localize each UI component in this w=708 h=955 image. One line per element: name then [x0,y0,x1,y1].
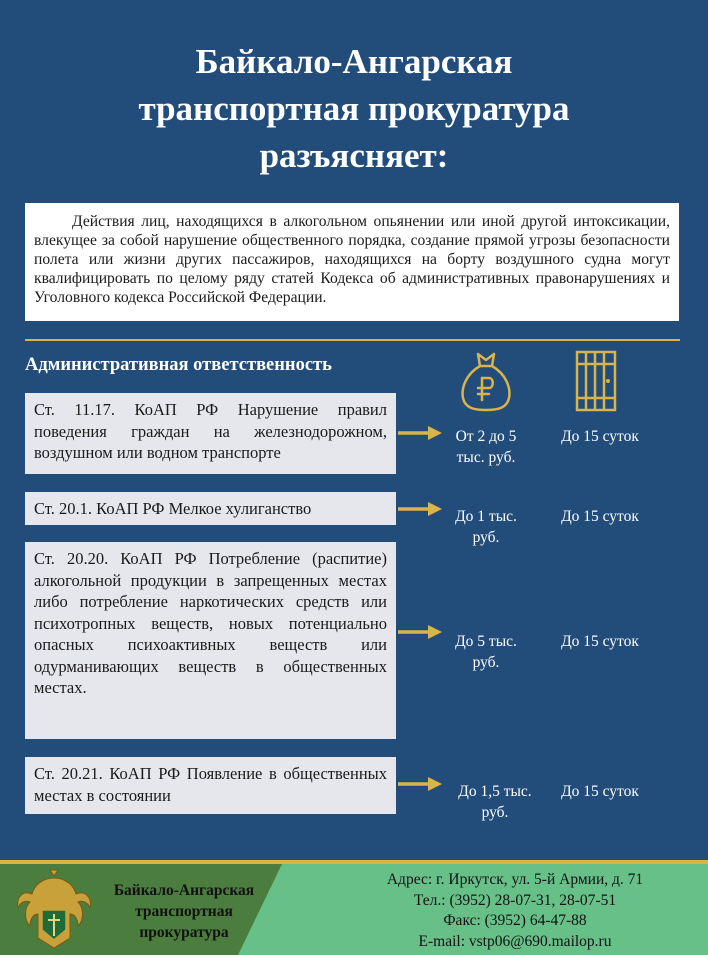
fine-value: До 5 тыс. руб. [455,633,517,671]
article-20-21: Ст. 20.21. КоАП РФ Появление в общественных местах в состоянии [25,757,396,814]
arrest-value: До 15 суток [561,428,639,445]
jail-bars-icon [575,350,617,412]
address-text: Адрес: г. Иркутск, ул. 5-й Армии, д. 71 [386,871,644,888]
page-title [0,38,708,179]
fine-value: От 2 до 5 тыс. руб. [455,428,517,466]
arrow-right-icon [398,777,442,791]
arrow-right-icon [398,625,442,639]
article-20-1: Ст. 20.1. КоАП РФ Мелкое хулиганство [25,492,396,525]
arrest-value: До 15 суток [561,633,639,650]
article-11-17: Ст. 11.17. КоАП РФ Нарушение правил поведения граждан на железнодорожном, воздушном или водном транспорте [25,393,396,474]
email-link[interactable]: E-mail: vstp06@690.mailop.ru [418,932,612,950]
arrow-right-icon [398,426,442,440]
article-20-20: Ст. 20.20. КоАП РФ Потребление (распитие) алкогольной продукции в запрещенных местах либо потребление наркотических средств или психотропных веществ, новых потенциально опасных психоактивных веществ или одурманивающих веществ в общественных местах. [25,542,396,739]
fine-value: До 1 тыс. руб. [455,508,517,546]
arrest-value: До 15 суток [561,783,639,800]
fine-value: До 1,5 тыс. руб. [458,783,532,821]
emblem-icon [12,868,96,954]
phone-text: Тел.: (3952) 28-07-31, 28-07-51 [413,891,617,909]
section-heading: Административная ответственность [25,355,332,375]
title-line-2: транспортная прокуратура [138,89,570,128]
arrest-value: До 15 суток [561,508,639,525]
contacts [350,870,680,952]
title-line-3: разъясняет: [259,136,449,175]
divider [25,339,680,341]
title-line-1: Байкало-Ангарская [195,42,513,81]
arrow-right-icon [398,502,442,516]
money-bag-icon [458,348,514,412]
intro-text: Действия лиц, находящихся в алкогольном опьянении или иной другой интоксикации, влекущее за собой нарушение общественного порядка, создание прямой угрозы безопасности полета или жизни других пассажиров, находящихся на борту воздушного судна могут квалифицировать по целому ряду статей Кодекса об административных правонарушениях и Уголовного кодекса Российской Федерации. [25,203,679,321]
fax-text: Факс: (3952) 64-47-88 [443,912,587,929]
org-name: Байкало-Ангарская транспортная прокуратура [113,882,255,941]
